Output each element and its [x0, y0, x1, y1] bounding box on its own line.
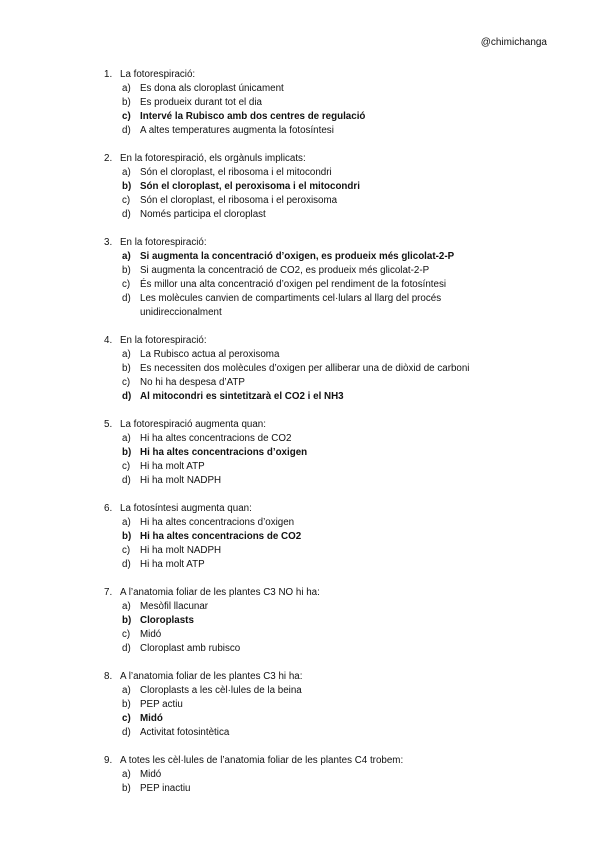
- option-text: Midó: [140, 629, 162, 640]
- option-text: Són el cloroplast, el ribosoma i el mitocondri: [140, 167, 332, 178]
- question-number: 8.: [104, 671, 113, 682]
- answer-option: [0, 642, 599, 656]
- option-text: Activitat fotosintètica: [140, 727, 230, 738]
- answer-option: [0, 544, 599, 558]
- option-letter: c): [122, 629, 131, 640]
- answer-option-correct: [0, 110, 599, 124]
- question-text: A l’anatomia foliar de les plantes C3 hi ha:: [120, 671, 303, 682]
- option-text: PEP actiu: [140, 699, 183, 710]
- answer-option: [0, 516, 599, 530]
- option-letter: d): [122, 643, 131, 654]
- answer-option-correct: [0, 712, 599, 726]
- answer-option-correct: [0, 614, 599, 628]
- answer-option: [0, 782, 599, 796]
- answer-option: [0, 194, 599, 208]
- option-text: Hi ha altes concentracions d’oxigen: [140, 517, 295, 528]
- question-number: 6.: [104, 503, 113, 514]
- option-text: Les molècules canvien de compartiments cel·lulars al llarg del procés unidireccionalment: [140, 293, 442, 318]
- option-text: Es necessiten dos molècules d’oxigen per alliberar una de diòxid de carboni: [140, 363, 470, 374]
- question-8: [0, 670, 599, 740]
- option-letter: a): [122, 433, 131, 444]
- answer-option: [0, 684, 599, 698]
- question-row: [0, 754, 599, 768]
- option-text: Midó: [140, 769, 162, 780]
- question-row: [0, 152, 599, 166]
- question-text: La fotosíntesi augmenta quan:: [120, 503, 252, 514]
- answer-option: [0, 264, 599, 278]
- option-text: Hi ha altes concentracions d’oxigen: [140, 447, 308, 458]
- option-text: PEP inactiu: [140, 783, 191, 794]
- option-letter: b): [122, 615, 132, 626]
- answer-option: [0, 460, 599, 474]
- option-letter: a): [122, 167, 131, 178]
- option-letter: d): [122, 209, 131, 220]
- question-row: [0, 334, 599, 348]
- option-letter: d): [122, 727, 131, 738]
- answer-option: [0, 768, 599, 782]
- option-text: Són el cloroplast, el peroxisoma i el mitocondri: [140, 181, 360, 192]
- option-text: Si augmenta la concentració d’oxigen, es produeix més glicolat-2-P: [140, 251, 455, 262]
- question-row: [0, 236, 599, 250]
- answer-option: [0, 124, 599, 138]
- option-text: Es produeix durant tot el dia: [140, 97, 262, 108]
- question-number: 7.: [104, 587, 113, 598]
- option-letter: c): [122, 461, 131, 472]
- question-number: 4.: [104, 335, 113, 346]
- question-text: A totes les cèl·lules de l’anatomia foliar de les plantes C4 trobem:: [120, 755, 404, 766]
- answer-option: [0, 432, 599, 446]
- question-number: 1.: [104, 69, 113, 80]
- option-letter: b): [122, 783, 131, 794]
- option-letter: b): [122, 699, 131, 710]
- option-letter: a): [122, 769, 131, 780]
- option-text: Cloroplasts a les cèl·lules de la beina: [140, 685, 302, 696]
- option-text: És millor una alta concentració d’oxigen pel rendiment de la fotosíntesi: [140, 279, 447, 290]
- question-row: [0, 502, 599, 516]
- answer-option: [0, 292, 599, 320]
- option-letter: c): [122, 111, 131, 122]
- answer-option: [0, 726, 599, 740]
- option-text: Hi ha molt ATP: [140, 461, 205, 472]
- answer-option-correct: [0, 530, 599, 544]
- option-text: Cloroplasts: [140, 615, 194, 626]
- option-text: Hi ha altes concentracions de CO2: [140, 531, 302, 542]
- question-7: [0, 586, 599, 656]
- question-1: [0, 68, 599, 138]
- option-letter: b): [122, 265, 131, 276]
- answer-option-correct: [0, 446, 599, 460]
- option-text: Intervé la Rubisco amb dos centres de regulació: [140, 111, 366, 122]
- question-row: [0, 418, 599, 432]
- question-5: [0, 418, 599, 488]
- question-3: [0, 236, 599, 320]
- answer-option-correct: [0, 180, 599, 194]
- answer-option: [0, 348, 599, 362]
- option-text: No hi ha despesa d’ATP: [140, 377, 245, 388]
- question-number: 2.: [104, 153, 113, 164]
- option-letter: b): [122, 447, 132, 458]
- option-text: Mesòfil llacunar: [140, 601, 209, 612]
- question-row: [0, 670, 599, 684]
- question-text: A l’anatomia foliar de les plantes C3 NO hi ha:: [120, 587, 320, 598]
- question-6: [0, 502, 599, 572]
- question-9: [0, 754, 599, 796]
- author-handle: @chimichanga: [480, 37, 547, 48]
- question-row: [0, 586, 599, 600]
- question-4: [0, 334, 599, 404]
- option-letter: a): [122, 517, 131, 528]
- option-text: Si augmenta la concentració de CO2, es produeix més glicolat-2-P: [140, 265, 430, 276]
- option-text: Hi ha molt NADPH: [140, 545, 222, 556]
- question-row: [0, 68, 599, 82]
- answer-option: [0, 96, 599, 110]
- option-letter: d): [122, 293, 131, 304]
- answer-option: [0, 166, 599, 180]
- question-number: 3.: [104, 237, 113, 248]
- answer-option: [0, 698, 599, 712]
- option-letter: c): [122, 377, 131, 388]
- question-number: 9.: [104, 755, 113, 766]
- option-letter: c): [122, 195, 131, 206]
- answer-option: [0, 82, 599, 96]
- option-text: Cloroplast amb rubisco: [140, 643, 241, 654]
- option-text: Hi ha molt ATP: [140, 559, 205, 570]
- answer-option: [0, 208, 599, 222]
- answer-option-correct: [0, 390, 599, 404]
- option-text: Són el cloroplast, el ribosoma i el peroxisoma: [140, 195, 338, 206]
- option-letter: a): [122, 349, 131, 360]
- answer-option: [0, 628, 599, 642]
- option-letter: a): [122, 83, 131, 94]
- option-text: Es dona als cloroplast únicament: [140, 83, 284, 94]
- answer-option: [0, 362, 599, 376]
- question-text: En la fotorespiració, els orgànuls implicats:: [120, 153, 306, 164]
- option-text: Hi ha altes concentracions de CO2: [140, 433, 292, 444]
- option-text: A altes temperatures augmenta la fotosíntesi: [140, 125, 334, 136]
- option-letter: a): [122, 685, 131, 696]
- option-letter: d): [122, 559, 131, 570]
- question-list: [0, 68, 599, 810]
- option-letter: b): [122, 181, 132, 192]
- question-2: [0, 152, 599, 222]
- option-letter: d): [122, 125, 131, 136]
- option-letter: a): [122, 601, 131, 612]
- option-text: Només participa el cloroplast: [140, 209, 266, 220]
- option-letter: d): [122, 475, 131, 486]
- answer-option: [0, 558, 599, 572]
- option-text: Hi ha molt NADPH: [140, 475, 222, 486]
- answer-option: [0, 278, 599, 292]
- answer-option: [0, 474, 599, 488]
- question-text: La fotorespiració augmenta quan:: [120, 419, 266, 430]
- option-letter: b): [122, 363, 131, 374]
- question-text: En la fotorespiració:: [120, 237, 207, 248]
- question-text: La fotorespiració:: [120, 69, 196, 80]
- option-letter: b): [122, 531, 132, 542]
- question-number: 5.: [104, 419, 113, 430]
- answer-option-correct: [0, 250, 599, 264]
- option-letter: b): [122, 97, 131, 108]
- option-letter: c): [122, 713, 131, 724]
- option-letter: d): [122, 391, 132, 402]
- answer-option: [0, 376, 599, 390]
- answer-option: [0, 600, 599, 614]
- option-text: Midó: [140, 713, 163, 724]
- option-letter: c): [122, 279, 131, 290]
- option-text: Al mitocondri es sintetitzarà el CO2 i el NH3: [140, 391, 344, 402]
- option-letter: a): [122, 251, 131, 262]
- option-text: La Rubisco actua al peroxisoma: [140, 349, 280, 360]
- option-letter: c): [122, 545, 131, 556]
- question-text: En la fotorespiració:: [120, 335, 207, 346]
